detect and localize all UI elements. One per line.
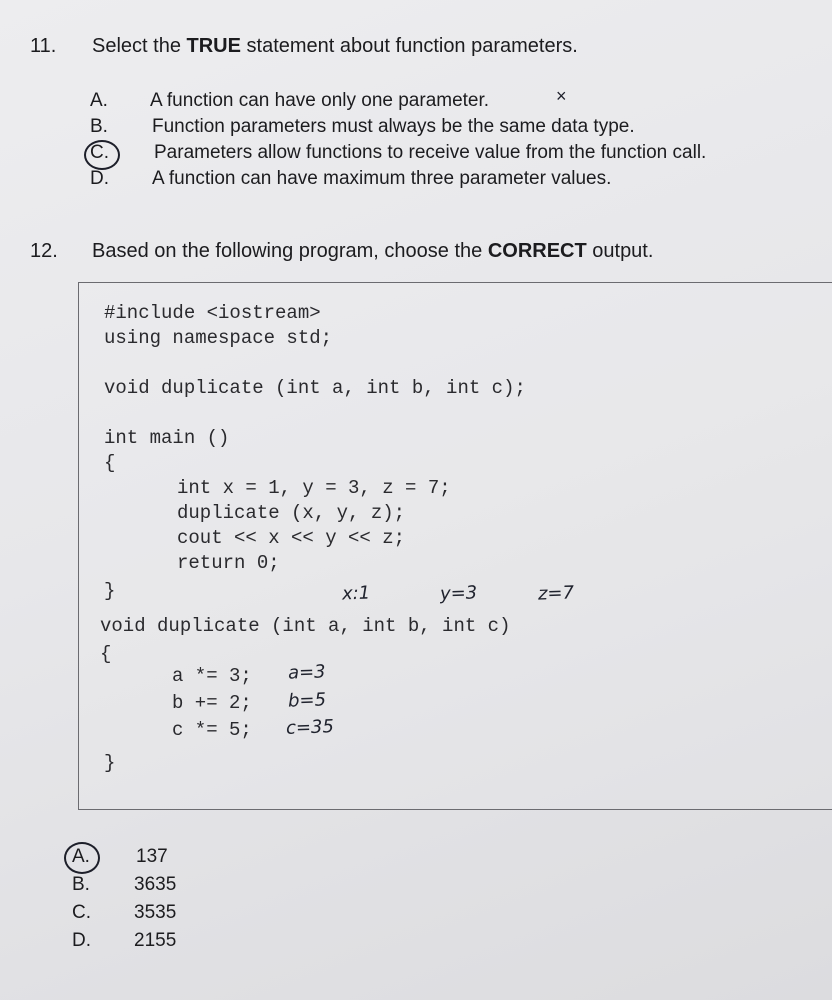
option-letter: A. [72, 846, 90, 867]
option-letter: B. [72, 874, 90, 895]
code-line: int main () [104, 427, 230, 449]
option-letter: C. [90, 142, 109, 163]
code-line: } [104, 580, 116, 602]
code-line: void duplicate (int a, int b, int c) [100, 615, 511, 637]
answer-circle-icon [64, 842, 100, 874]
code-line: c *= 5; [172, 719, 252, 741]
code-line: a *= 3; [172, 665, 252, 687]
code-line: { [100, 643, 112, 665]
handwritten-note: z=7 [537, 582, 575, 605]
option-letter: A. [90, 90, 108, 111]
option-text: Function parameters must always be the same data type. [152, 116, 635, 137]
code-line: cout << x << y << z; [177, 527, 406, 549]
question-stem: Select the TRUE statement about function parameters. [92, 35, 578, 57]
option-letter: D. [90, 168, 109, 189]
code-line: } [104, 752, 116, 774]
cross-mark-icon: × [556, 86, 567, 106]
option-letter: B. [90, 116, 108, 137]
question-number: 12. [30, 240, 58, 262]
handwritten-note: c=35 [285, 716, 335, 739]
option-text: A function can have maximum three parameter values. [152, 168, 612, 189]
handwritten-note: b=5 [287, 689, 327, 712]
code-line: using namespace std; [104, 327, 333, 349]
answer-circle-icon [84, 140, 120, 170]
option-text: 137 [136, 846, 168, 867]
option-letter: C. [72, 902, 91, 923]
code-line: int x = 1, y = 3, z = 7; [177, 477, 451, 499]
option-letter: D. [72, 930, 91, 951]
code-line: #include <iostream> [104, 302, 321, 324]
option-text: A function can have only one parameter. [150, 90, 490, 111]
option-text: Parameters allow functions to receive value from the function call. [154, 142, 707, 163]
option-text: 3635 [134, 874, 177, 895]
handwritten-note: y=3 [439, 582, 478, 605]
code-line: void duplicate (int a, int b, int c); [104, 377, 526, 399]
handwritten-note: a=3 [287, 661, 326, 684]
option-text: 3535 [134, 902, 177, 923]
handwritten-note: x:1 [341, 582, 371, 605]
option-text: 2155 [134, 930, 177, 951]
code-line: { [104, 452, 116, 474]
question-stem: Based on the following program, choose the CORRECT output. [92, 240, 654, 262]
question-number: 11. [30, 35, 57, 57]
code-line: return 0; [177, 552, 280, 574]
code-line: b += 2; [172, 692, 252, 714]
code-line: duplicate (x, y, z); [177, 502, 406, 524]
